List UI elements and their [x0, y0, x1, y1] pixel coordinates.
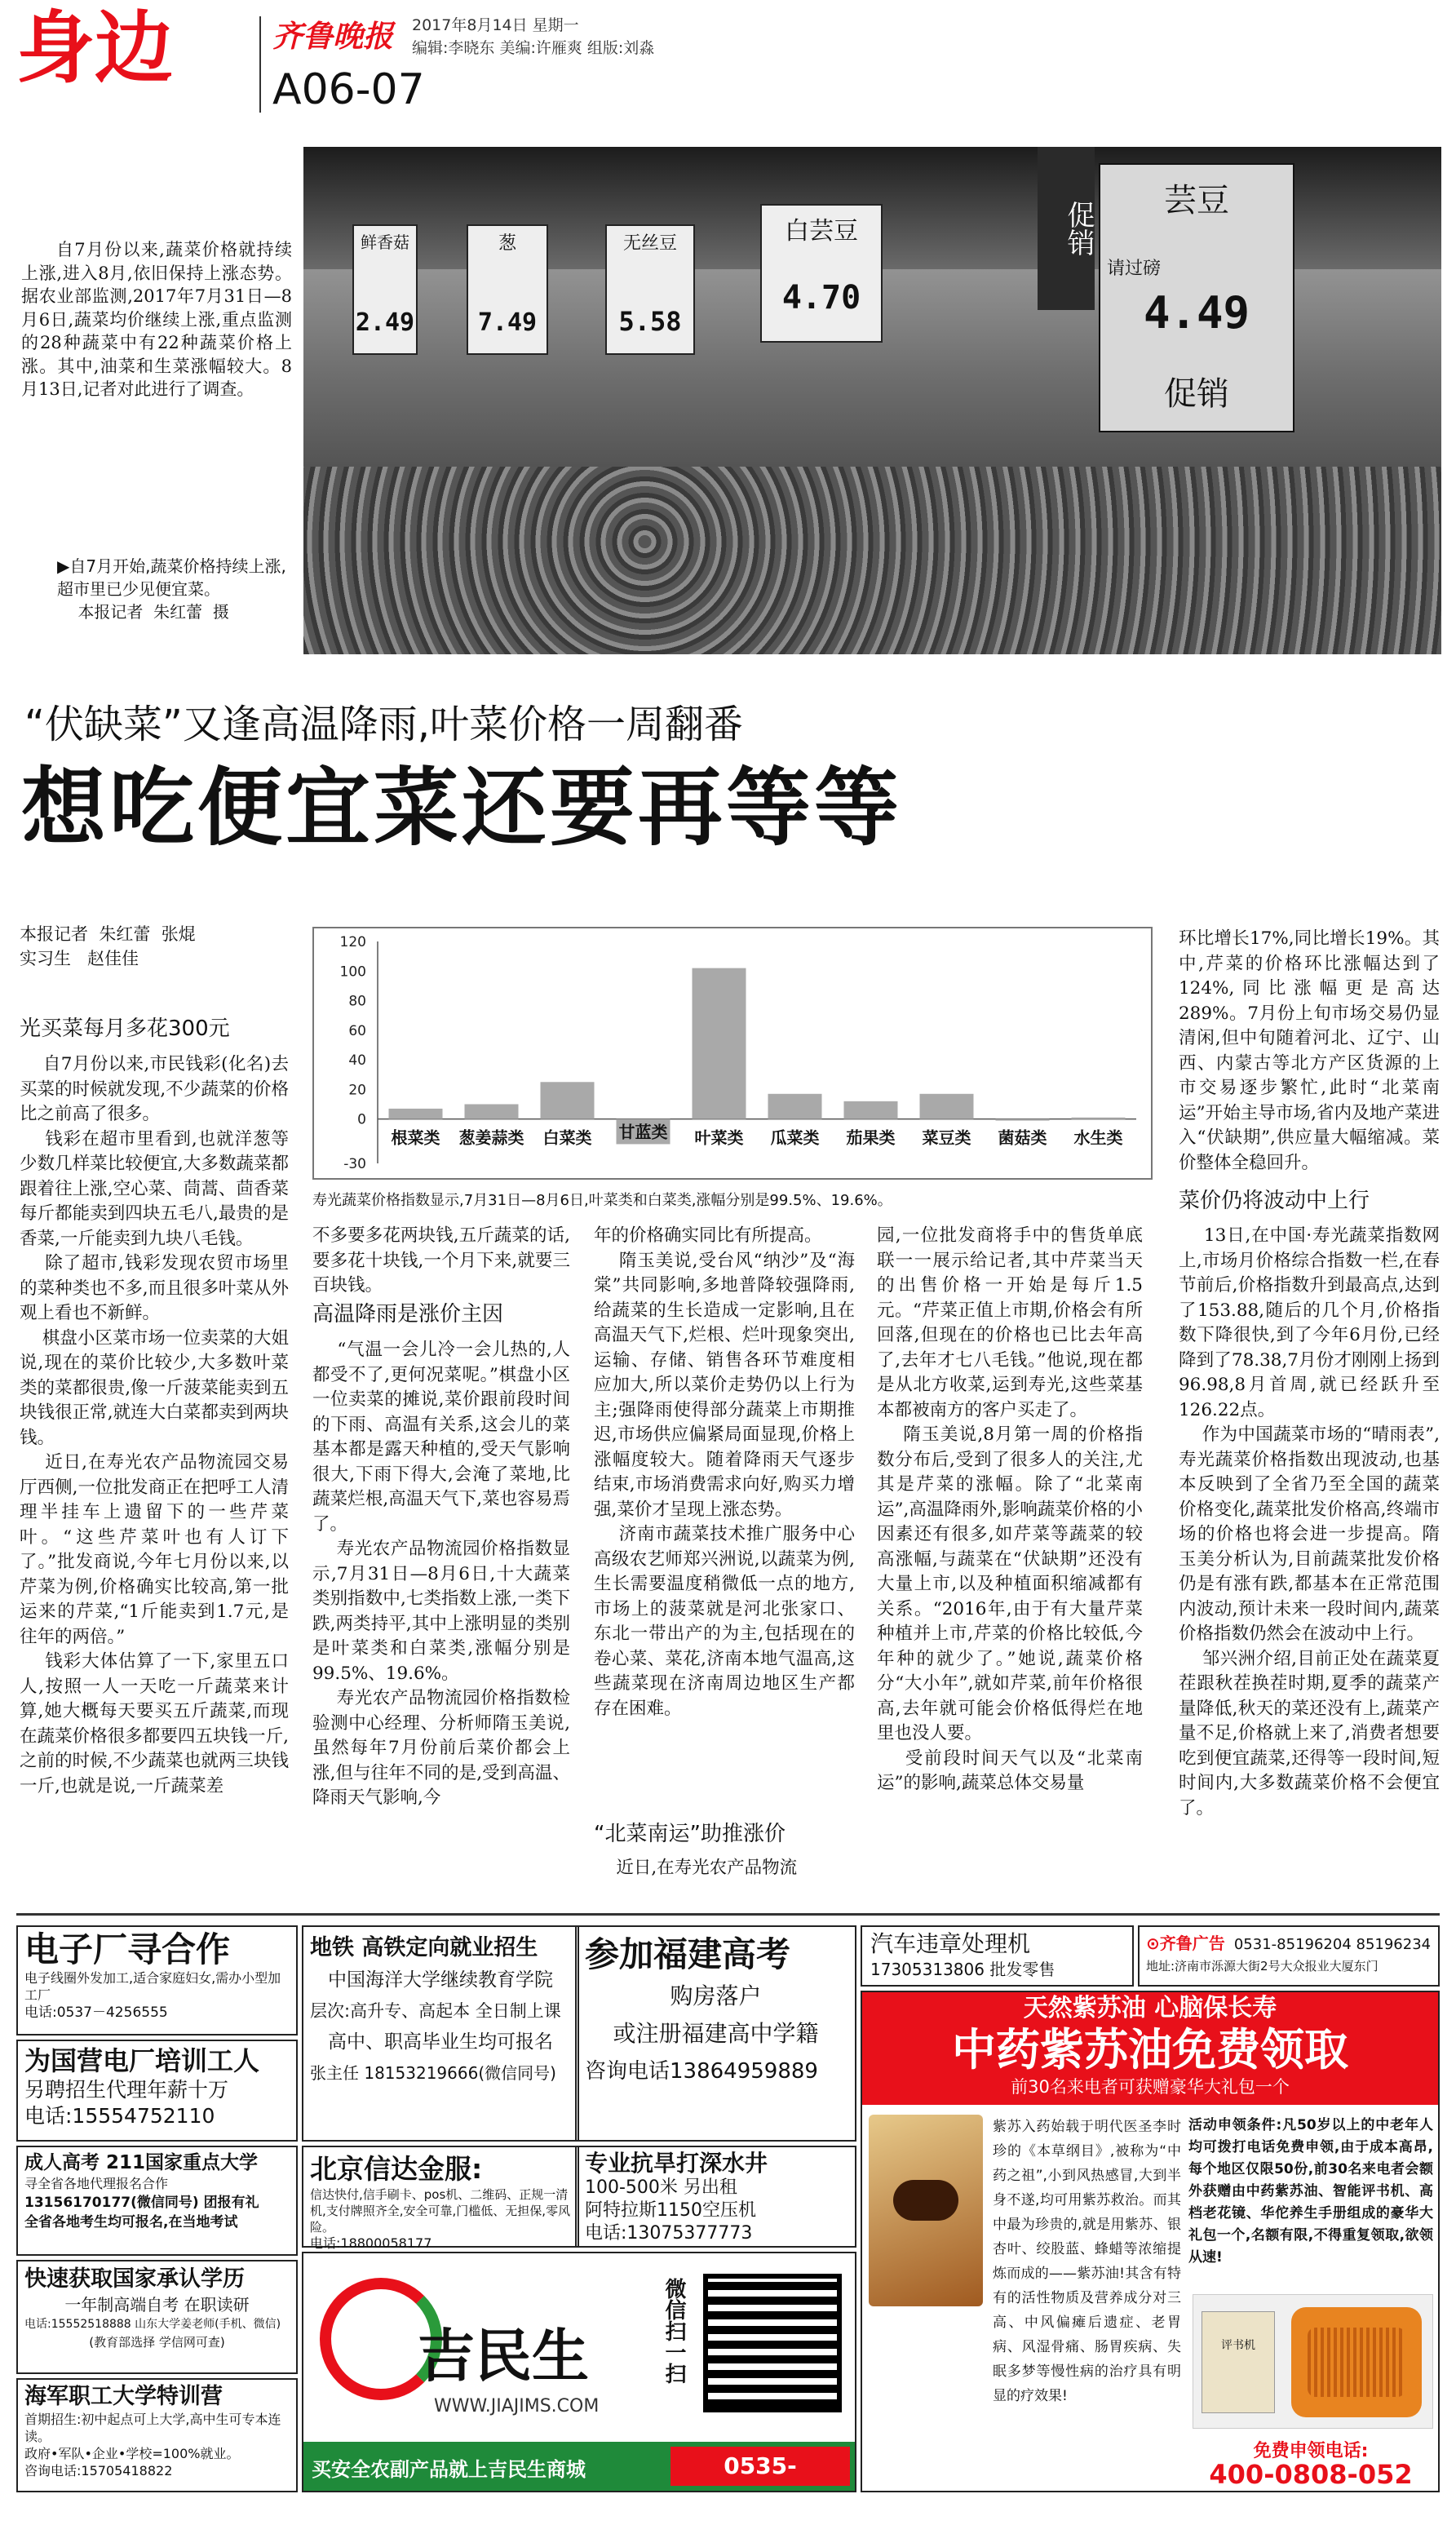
ad-body: 一年制高端自考 在职读研 [64, 2295, 250, 2315]
photo-sign-text: 无丝豆 [622, 233, 677, 254]
ad-text: 紫苏入药始载于明代医圣李时珍的《本草纲目》,被称为“中药之祖”,小到风热感冒,大到半身不遂,均可用紫苏救治。而其中最为珍贵的,就是用紫苏、银杏叶、绞股蓝、蜂蜡等浓缩提炼而成的——紫苏油!其含有特有的活性物质及营养成分对三高、中风偏瘫后遗症、老胃病、风湿骨痛、肠胃疾病、失眠多梦等慢性病的治疗具有明显的疗效果! [993, 2119, 1181, 2404]
ad-phone: 电话:15552518888 山东大学姜老师(手机、微信) [24, 2318, 281, 2331]
price-index-chart [312, 927, 1153, 1180]
photo-sign-text: 鲜香菇 [361, 233, 409, 252]
gift-photo [1193, 2294, 1433, 2429]
ad-phone: 电话:18800058177 [310, 2235, 432, 2251]
photo-caption: ▶自7月开始,蔬菜价格持续上涨,超市里已少见便宜菜。 本报记者 朱红蕾 摄 [57, 556, 286, 622]
photo-price: 4.70 [781, 279, 861, 317]
bar [768, 1094, 822, 1119]
ad-phone: 张主任 18153219666(微信同号) [310, 2063, 556, 2083]
ad-phone: 电话:13075377773 [585, 2223, 753, 2244]
ad-more: 政府•军队•企业•学校=100%就业。 [24, 2446, 240, 2461]
bar [996, 1119, 1050, 1121]
header-date: 2017年8月14日 星期一 [412, 16, 579, 34]
subhead-4: 菜价仍将波动中上行 [1179, 1189, 1370, 1213]
bar [920, 1094, 974, 1119]
ad-title: 成人高考 211国家重点大学 [24, 2152, 259, 2173]
subhead-3: “北菜南运”助推涨价 [594, 1822, 786, 1846]
photo-price: 2.49 [355, 308, 415, 337]
category-label: 白菜类 [542, 1127, 592, 1148]
ad-more: 全省各地考生均可报名,在当地考试 [24, 2214, 238, 2230]
y-tick-label: 20 [348, 1082, 366, 1099]
ad-phone: 17305313806 批发零售 [870, 1960, 1055, 1979]
ad-conditions: 活动申领条件:凡50岁以上的中老年人均可拨打电话免费申领,由于成本高昂,每个地区仅限50份,前30名来电者会额外获赠由中药紫苏油、智能评书机、高档老花镜、华佗养生手册组成的豪华大礼包一个,名额有限,不得重复领取,欲领从速! [1188, 2117, 1433, 2266]
ad-body: 层次:高升专、高起本 全日制上课 [310, 2001, 561, 2021]
photo-sign-text: 葱 [498, 233, 516, 254]
ad-adult-exam [16, 2146, 298, 2256]
article-column-3a: 年的价格确实同比有所提高。 隋玉美说,受台风“纳沙”及“海棠”共同影响,多地普降较强降雨,给蔬菜的生长造成一定影响,且在高温天气下,烂根、烂叶现象突出,运输、存储、销售各环节难度相应加大,所以菜价走势仍以上行为主;强降雨使得部分蔬菜上市期推迟,市场供应偏紧局面显现,价格上涨幅度较大。随着降雨天气逐步结束,市场消费需求向好,购买力增强,菜价才呈现上涨态势。 济南市蔬菜技术推广服务中心高级农艺师郑兴洲说,以蔬菜为例,生长需要温度稍微低一点的地方,市场上的菠菜就是河北张家口、东北一带出产的为主,包括现在的卷心菜、菜花,济南本地气温高,这些蔬菜现在济南周边地区生产都存在困难。 [594, 1225, 856, 1719]
ad-hotline-label: 免费申领电话: [1253, 2441, 1369, 2461]
ad-phone: 咨询电话13864959889 [585, 2059, 818, 2084]
category-label: 葱姜蒜类 [458, 1127, 524, 1148]
ad-brand: ⊙齐鲁广告 [1146, 1934, 1225, 1953]
page-number: A06-07 [272, 65, 425, 114]
bar [389, 1109, 443, 1119]
ad-body: 信达快付,信手刷卡、pos机、二维码、正规一清机,支付牌照齐全,安全可靠,门槛低、无担保,零风险。 [310, 2187, 571, 2235]
photo-sign-text: 促销 [1164, 375, 1229, 413]
article-column-2b: “气温一会儿冷一会儿热的,人都受不了,更何况菜呢。”棋盘小区一位卖菜的摊说,菜价跟前段时间的下雨、高温有关系,这会儿的菜基本都是露天种植的,受天气影响很大,下雨下得大,会淹了菜地,比蔬菜烂根,高温天气下,菜也容易焉了。 寿光农产品物流园价格指数显示,7月31日—8月6日,十大蔬菜类别指数中,七类指数上涨,一类下跌,两类持平,其中上涨明显的类别是叶菜类和白菜类,涨幅分别是99.5%、19.6%。 寿光农产品物流园价格指数检验测中心经理、分析师隋玉美说,虽然每年7月份前后菜价都会上涨,但与往年不同的是,受到高温、降雨天气影响,今 [312, 1340, 570, 1808]
ad-phone: 0531-85196204 85196234 [1233, 1936, 1432, 1953]
ad-qilu-advertising [1138, 1925, 1440, 1987]
ad-slogan: 天然紫苏油 心脑保长寿 [1023, 1994, 1277, 2022]
ad-power-plant [16, 2040, 298, 2142]
photo-price: 7.49 [477, 308, 538, 337]
ad-subtitle: 前30名来电者可获赠豪华大礼包一个 [1011, 2077, 1290, 2097]
bar [541, 1082, 595, 1119]
ad-slogan-bar [303, 2442, 855, 2518]
ad-line: 购房落户 [670, 1982, 762, 2009]
y-tick-label: 40 [348, 1052, 366, 1070]
photo-sign-text: 请过磅 [1107, 259, 1162, 279]
ad-slogan: 买安全农副产品就上吉民生商城 [312, 2458, 586, 2481]
ad-more: 高中、职高毕业生均可报名 [328, 2031, 553, 2053]
headline-kicker: “伏缺菜”又逢高温降雨,叶菜价格一周翻番 [24, 702, 743, 747]
ad-address: 地址:济南市泺源大街2号大众报业大厦东门 [1146, 1959, 1379, 1973]
y-tick-label: -30 [343, 1156, 366, 1172]
ad-url: WWW.JIAJIMS.COM [434, 2396, 600, 2416]
category-label: 菌菇类 [998, 1127, 1047, 1148]
category-label: 水生类 [1073, 1127, 1123, 1148]
article-column-5b: 13日,在中国·寿光蔬菜指数网上,市场月价格综合指数一栏,在春节前后,价格指数升到最高点,达到了153.88,随后的几个月,价格指数下降很快,到了今年6月份,已经降到了78.38,7月份才刚刚上扬到96.98,8月首周,就已经跃升至126.22点。 作为中国蔬菜市场的“晴雨表”,寿光蔬菜价格指数出现波动,也基本反映到了全省乃至全国的蔬菜价格变化,蔬菜批发价格高,终端市场的价格也将会进一步提高。隋玉美分析认为,目前蔬菜批发价格仍是有涨有跌,都基本在正常范围内波动,预计未来一段时间内,蔬菜价格指数仍然会在波动中上行。 邹兴洲介绍,目前正处在蔬菜夏茬跟秋茬换茬时期,夏季的蔬菜产量降低,秋天的菜还没有上,蔬菜产量不足,价格就上来了,消费者想要吃到便宜蔬菜,还得等一段时间,短时间内,大多数蔬菜价格不会便宜了。 [1179, 1225, 1440, 1818]
ads-top-rule [16, 1913, 1440, 1916]
ad-xinda [302, 2146, 579, 2251]
ad-body: 首期招生:初中起点可上大学,高中生可专本连读。 [24, 2412, 281, 2444]
headline-main: 想吃便宜菜还要再等等 [21, 758, 903, 857]
byline: 本报记者 朱红蕾 张焜 实习生 赵佳佳 [20, 924, 196, 968]
ad-navy-college [16, 2378, 298, 2492]
ad-title: 为国营电厂培训工人 [24, 2045, 260, 2076]
ad-phone: 电话:0537－4256555 [24, 2004, 168, 2021]
ad-line: 阿特拉斯1150空压机 [585, 2200, 756, 2221]
ad-phone: 0535-4971789 [670, 2447, 850, 2486]
ad-title: 汽车违章处理机 [870, 1930, 1031, 1957]
qr-code [703, 2274, 842, 2412]
bar [465, 1104, 519, 1119]
ad-body: 电子线圈外发加工,适合家庭妇女,需办小型加工厂 [24, 1970, 281, 2003]
subhead-1: 光买菜每月多花300元 [20, 1017, 230, 1041]
section-title: 身边 [16, 2, 173, 94]
ad-line: 或注册福建高中学籍 [613, 2020, 819, 2047]
category-label: 瓜菜类 [770, 1127, 820, 1148]
ad-degree [16, 2260, 298, 2374]
y-tick-label: 60 [348, 1022, 366, 1039]
ad-phone: 电话:15554752110 [24, 2104, 215, 2128]
y-tick-label: 120 [339, 934, 366, 950]
ad-railway-jobs [302, 1925, 579, 2142]
category-label: 茄果类 [846, 1127, 896, 1148]
photo-intro-text: 自7月份以来,蔬菜价格就持续上涨,进入8月,依旧保持上涨态势。据农业部监测,2017年7月31日—8月6日,蔬菜均价继续上涨,重点监测的28种蔬菜中有22种蔬菜价格上涨。其中,油菜和生菜涨幅较大。8月13日,记者对此进行了调查。 [21, 240, 292, 399]
category-label: 叶菜类 [694, 1127, 744, 1148]
ad-scan-label: 微信扫一扫 [662, 2278, 686, 2384]
ad-body: 寻全省各地代理报名合作 [24, 2176, 169, 2191]
ad-brand: 吉民生 [418, 2323, 589, 2390]
gift-book-title: 评书机 [1221, 2339, 1255, 2352]
ad-title: 北京信达金服: [310, 2153, 483, 2185]
gift-radio [1291, 2307, 1422, 2417]
ad-jiminsheng [302, 2252, 856, 2518]
ad-title: 海军职工大学特训营 [24, 2384, 223, 2409]
ad-title: 地铁 高铁定向就业招生 [310, 1935, 538, 1960]
header-divider [259, 16, 261, 113]
ad-fujian-exam [575, 1925, 856, 2142]
header-editors: 编辑:李晓东 美编:许雁爽 组版:刘淼 [412, 39, 655, 57]
ad-phone: 咨询电话:15705418822 [24, 2463, 173, 2478]
article-column-1: 自7月份以来,市民钱彩(化名)去买菜的时候就发现,不少蔬菜的价格比之前高了很多。 钱彩在超市里看到,也就洋葱等少数几样菜比较便宜,大多数蔬菜都跟着往上涨,空心菜、茼蒿、茴香菜每斤都能卖到四块五毛八,最贵的是香菜,一斤能卖到九块八毛钱。 除了超市,钱彩发现农贸市场里的菜种类也不多,而且很多叶菜从外观上看也不新鲜。 棋盘小区菜市场一位卖菜的大姐说,现在的菜价比较少,大多数叶菜类的菜都很贵,像一斤菠菜能卖到五块钱很正常,就连大白菜都卖到两块钱。 近日,在寿光农产品物流园交易厅西侧,一位批发商正在把呼工人清理半挂车上遗留下的一些芹菜叶。“这些芹菜叶也有人订下了。”批发商说,今年七月份以来,以芹菜为例,价格确实比较高,第一批运来的芹菜,“1斤能卖到1.7元,是往年的两倍。” 钱彩大体估算了一下,家里五口人,按照一人一天吃一斤蔬菜来计算,她大概每天要买五斤蔬菜,而现在蔬菜价格很多都要四五块钱一斤,之前的时候,不少蔬菜也就两三块钱一斤,也就是说,一斤蔬菜差 [20, 1054, 289, 1796]
ad-well-drilling [575, 2146, 856, 2248]
chart-caption: 寿光蔬菜价格指数显示,7月31日—8月6日,叶菜类和白菜类,涨幅分别是99.5%、19.6%。 [312, 1192, 892, 1209]
gift-book [1202, 2311, 1275, 2413]
bar [693, 968, 746, 1119]
ad-electronics [16, 1925, 298, 2036]
ad-more: (教育部选择 学信网可查) [89, 2335, 225, 2350]
article-column-2a: 不多要多花两块钱,五斤蔬菜的话,要多花十块钱,一个月下来,就要三百块钱。 [312, 1225, 570, 1296]
photo-sign-text: 芸豆 [1164, 182, 1229, 219]
ad-body: 另聘招生代理年薪十万 [24, 2078, 229, 2102]
ad-phone: 400-0808-052 [1209, 2459, 1413, 2490]
article-column-4: 园,一位批发商将手中的售货单底联一一展示给记者,其中芹菜当天的出售价格一开始是每斤1.5元。“芹菜正值上市期,价格会有所回落,但现在的价格也已比去年高了,去年才七八毛钱。”他说,现在都是从北方收菜,运到寿光,这些菜基本都被南方的客户买走了。 隋玉美说,8月第一周的价格指数分布后,受到了很多人的关注,尤其是芹菜的涨幅。除了“北菜南运”,高温降雨外,影响蔬菜价格的小因素还有很多,如芹菜等蔬菜的较高涨幅,与蔬菜在“伏缺期”还没有大量上市,以及种植面积缩减都有关系。“2016年,由于有大量芹菜种植并上市,芹菜的价格比较低,今年种的就少了。”她说,蔬菜价格分“大小年”,就如芹菜,前年价格很高,去年就可能会价格低得烂在地里也没人要。 受前段时间天气以及“北菜南运”的影响,蔬菜总体交易量 [877, 1225, 1144, 1793]
subhead-2: 高温降雨是涨价主因 [312, 1302, 504, 1327]
photo-sign-text: 白芸豆 [785, 217, 858, 246]
category-label: 菜豆类 [922, 1127, 971, 1148]
ad-phone: 13156170177(微信同号) 团报有礼 [24, 2195, 259, 2211]
ad-school: 中国海洋大学继续教育学院 [328, 1969, 553, 1991]
bar [844, 1101, 898, 1119]
article-column-3b: 近日,在寿光农产品物流 [594, 1858, 798, 1878]
ad-title: 参加福建高考 [585, 1934, 791, 1974]
category-label: 甘蓝类 [618, 1122, 668, 1142]
ad-perilla-oil [861, 1991, 1440, 2492]
product-capsule [893, 2180, 958, 2221]
paper-logo: 齐鲁晚报 [272, 18, 393, 54]
product-photo [869, 2115, 983, 2306]
article-column-5a: 环比增长17%,同比增长19%。其中,芹菜的价格环比涨幅达到了124%,同比涨幅更是高达289%。7月份上旬市场交易仍显清闲,但中旬随着河北、辽宁、山西、内蒙古等北方产区货源的上市交易逐步繁忙,此时“北菜南运”开始主导市场,省内及地产菜进入“伏缺期”,供应量大幅缩减。菜价整体全稳回升。 [1179, 928, 1440, 1173]
ad-title: 快速获取国家承认学历 [24, 2266, 245, 2292]
photo-price: 5.58 [618, 306, 682, 337]
ad-traffic-violation [861, 1925, 1134, 1987]
y-tick-label: 100 [339, 963, 366, 981]
ad-title: 电子厂寻合作 [24, 1929, 231, 1969]
supermarket-photo [303, 147, 1441, 654]
photo-price: 4.49 [1143, 287, 1250, 339]
ad-title: 中药紫苏油免费领取 [952, 2024, 1348, 2075]
bar [1072, 1118, 1126, 1119]
y-tick-label: 80 [348, 993, 366, 1010]
ad-line: 100-500米 另出租 [585, 2177, 737, 2198]
y-tick-label: 0 [357, 1111, 366, 1128]
ad-title: 专业抗旱打深水井 [585, 2150, 768, 2177]
ad-header-band [862, 1992, 1438, 2105]
category-label: 根菜类 [391, 1127, 440, 1148]
photo-sign-text: 促销 [1038, 147, 1095, 310]
